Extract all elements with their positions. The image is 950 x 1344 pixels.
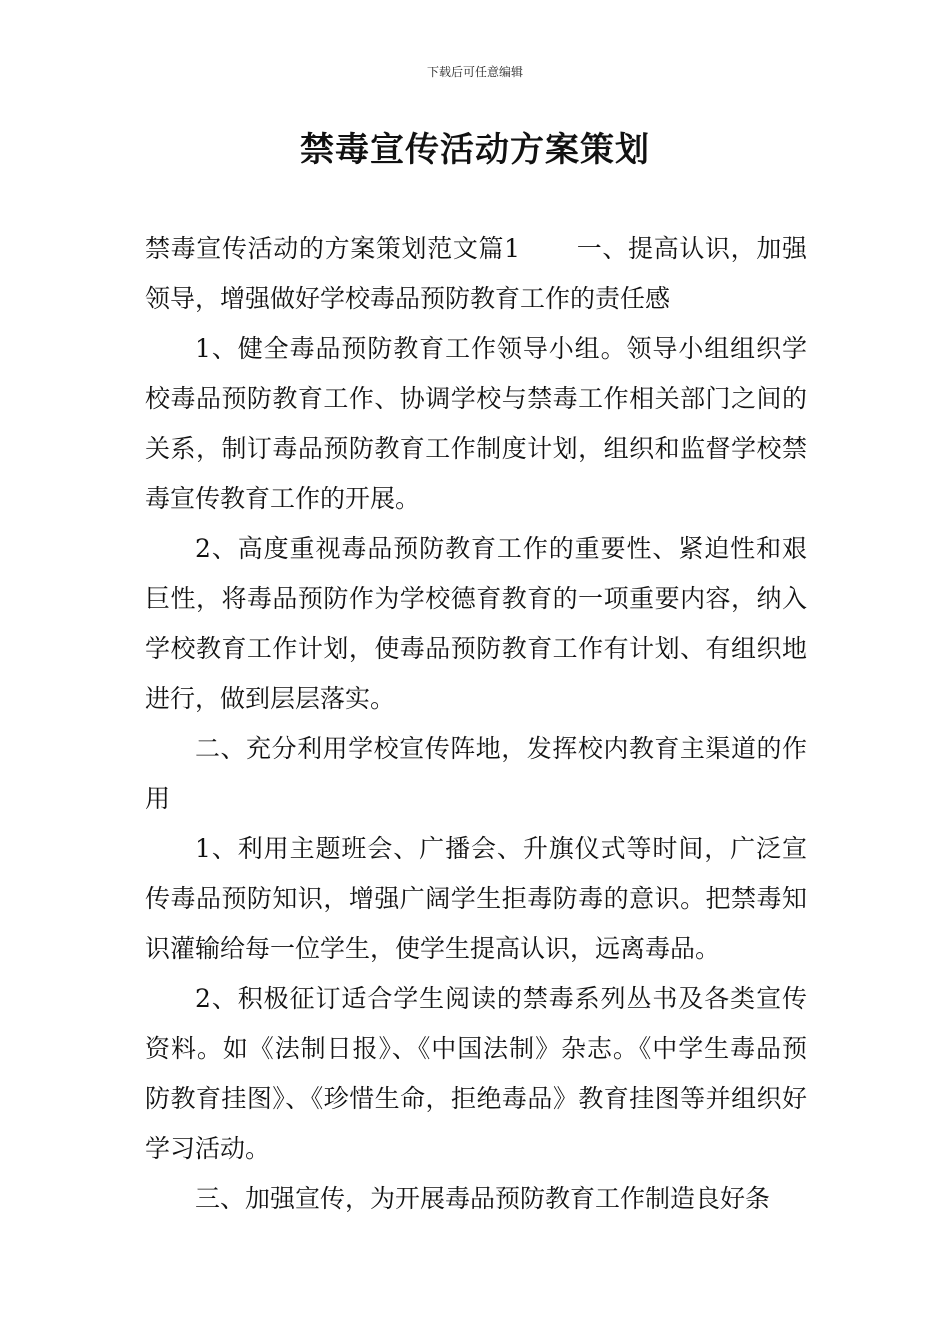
paragraph-4: 2、积极征订适合学生阅读的禁毒系列丛书及各类宣传资料。如《法制日报》、《中国法制》杂志。《中学生毒品预防教育挂图》、《珍惜生命，拒绝毒品》教育挂图等并组织好学习活动。: [145, 984, 807, 1163]
intro-paragraph: [145, 224, 807, 324]
paragraph-3: 1、利用主题班会、广播会、升旗仪式等时间，广泛宣传毒品预防知识，增强广阔学生拒毒防毒的意识。把禁毒知识灌输给每一位学生，使学生提高认识，远离毒品。: [145, 834, 807, 963]
paragraph-2: 2、高度重视毒品预防教育工作的重要性、紧迫性和艰巨性，将毒品预防作为学校德育教育的一项重要内容，纳入学校教育工作计划，使毒品预防教育工作有计划、有组织地进行，做到层层落实。: [145, 534, 807, 713]
intro-heading: 一、提高认识，加强领导，增强做好学校毒品预防教育工作的责任感: [145, 234, 807, 313]
section-heading-3: 三、加强宣传，为开展毒品预防教育工作制造良好条: [195, 1184, 771, 1213]
document-body: [145, 224, 807, 1224]
header-note: 下载后可任意编辑: [426, 65, 523, 79]
document-title: 禁毒宣传活动方案策划: [300, 130, 650, 170]
intro-lead: 禁毒宣传活动的方案策划范文篇1: [145, 234, 521, 263]
section-heading-2: 二、充分利用学校宣传阵地，发挥校内教育主渠道的作用: [145, 734, 807, 813]
paragraph-1: 1、健全毒品预防教育工作领导小组。领导小组组织学校毒品预防教育工作、协调学校与禁毒工作相关部门之间的关系，制订毒品预防教育工作制度计划，组织和监督学校禁毒宣传教育工作的开展。: [145, 334, 807, 513]
